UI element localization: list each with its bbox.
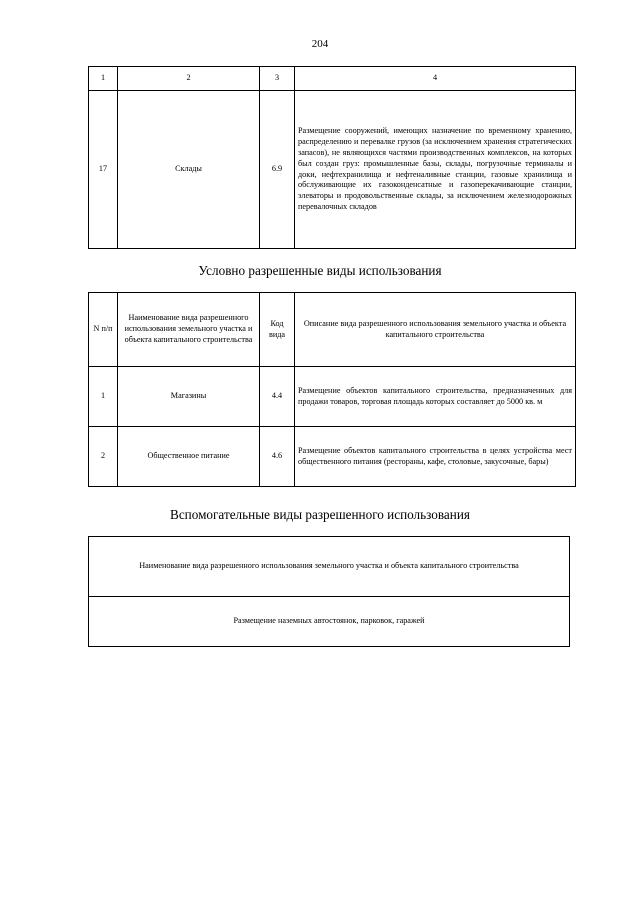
- use-code: 6.9: [260, 91, 295, 249]
- use-name: Общественное питание: [118, 427, 260, 487]
- header-number: N п/п: [89, 293, 118, 367]
- table-row: [89, 91, 576, 249]
- use-name: Размещение наземных автостоянок, парковок, гаражей: [89, 597, 570, 647]
- header-description: Описание вида разрешенного использования земельного участка и объекта капитального строительства: [295, 293, 576, 367]
- conditional-uses-heading: Условно разрешенные виды использования: [198, 263, 442, 278]
- auxiliary-uses-table: [88, 536, 570, 647]
- header-code: Код вида: [260, 293, 295, 367]
- use-name: Склады: [118, 91, 260, 249]
- use-description: Размещение сооружений, имеющих назначение по временному хранению, распределению и перевалке грузов (за исключением хранения стратегических запасов), не являющихся частями производственных комплексов, на которых был создан груз: промышленные базы, склады, погрузочные терминалы и доки, нефтехранилища и нефтеналивные станции, газовые хранилища и обслуживающие их газоконденсатные и газоперекачивающие станции, элеваторы и продовольственные склады, за исключением железнодорожных перевалочных складов: [295, 91, 576, 249]
- table-header-row: [89, 293, 576, 367]
- table-row: [89, 367, 576, 427]
- use-description: Размещение объектов капитального строительства, предназначенных для продажи товаров, торговая площадь которых составляет до 5000 кв. м: [295, 367, 576, 427]
- table-row: [89, 427, 576, 487]
- table-row: [89, 597, 570, 647]
- page-number: 204: [311, 38, 329, 50]
- row-number: 17: [89, 91, 118, 249]
- main-use-table-continued: [88, 66, 576, 249]
- use-description: Размещение объектов капитального строительства в целях устройства мест общественного питания (рестораны, кафе, столовые, закусочные, бары): [295, 427, 576, 487]
- use-name: Магазины: [118, 367, 260, 427]
- table-header-row: [89, 537, 570, 597]
- use-code: 4.4: [260, 367, 295, 427]
- conditional-uses-table: [88, 292, 576, 487]
- row-number: 2: [89, 427, 118, 487]
- table-header-row: [89, 67, 576, 91]
- col-number-1: 1: [89, 67, 118, 91]
- col-number-4: 4: [295, 67, 576, 91]
- row-number: 1: [89, 367, 118, 427]
- header-name: Наименование вида разрешенного использования земельного участка и объекта капитального строительства: [118, 293, 260, 367]
- col-number-3: 3: [260, 67, 295, 91]
- auxiliary-uses-heading: Вспомогательные виды разрешенного использования: [170, 507, 470, 522]
- col-number-2: 2: [118, 67, 260, 91]
- header-name: Наименование вида разрешенного использования земельного участка и объекта капитального строительства: [89, 537, 570, 597]
- use-code: 4.6: [260, 427, 295, 487]
